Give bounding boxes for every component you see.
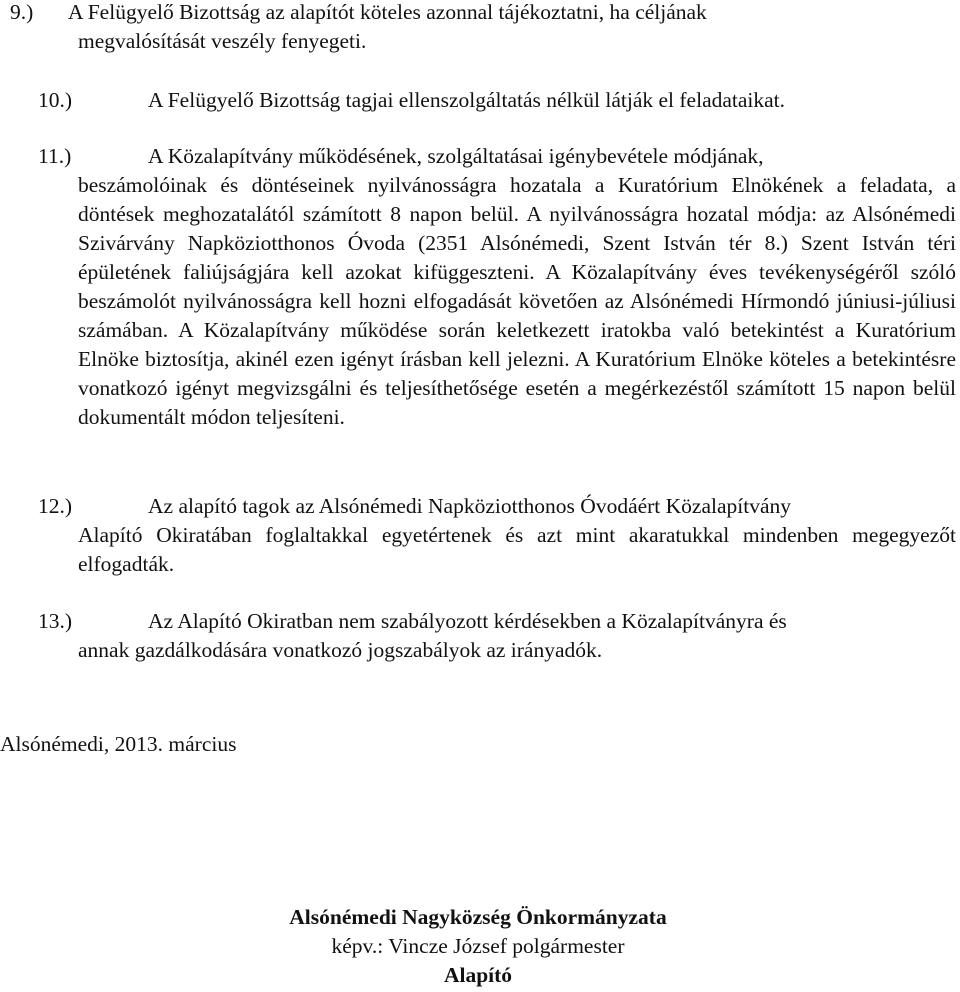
clause-13 (0, 607, 956, 665)
clause-9 (0, 0, 956, 56)
clause-9-text: A Felügyelő Bizottság az alapítót köteles azonnal tájékoztatni, ha céljának (68, 0, 707, 24)
clause-10-number: 10.) (38, 88, 73, 112)
clause-10-text: A Felügyelő Bizottság tagjai ellenszolgáltatás nélkül látják el feladataikat. (148, 88, 786, 112)
clause-12-number: 12.) (38, 494, 73, 518)
place-and-date: Alsónémedi, 2013. március (0, 732, 237, 756)
clause-12-first-line (0, 492, 956, 521)
clause-12 (0, 492, 956, 579)
clause-9-number: 9.) (10, 0, 34, 24)
clause-13-first-line (0, 607, 956, 636)
clause-12-text: Az alapító tagok az Alsónémedi Napköziotthonos Óvodáért Közalapítvány (148, 494, 792, 518)
clause-13-continuation: annak gazdálkodására vonatkozó jogszabályok az irányadók. (78, 638, 603, 662)
clause-10 (0, 86, 956, 115)
clause-10-first-line (0, 86, 956, 115)
clause-13-number: 13.) (38, 609, 73, 633)
clause-12-continuation: Alapító Okiratában foglaltakkal egyetértenek és azt mint akaratukkal mindenben megegyezőt elfogadták. (78, 523, 956, 576)
clause-11-first-line (0, 142, 956, 171)
signature-organization: Alsónémedi Nagyközség Önkormányzata (289, 905, 667, 929)
clause-11-continuation: beszámolóinak és döntéseinek nyilvánosságra hozatala a Kuratórium Elnökének a feladata, a döntések meghozatalától számított 8 napon belül. A nyilvánosságra hozatal módja: az Alsónémedi Szivárvány Napköziotthonos Óvoda (2351 Alsónémedi, Szent István tér 8.) Szent István téri épületének faliújságjára kell azokat kifüggeszteni. A Közalapítvány éves tevékenységéről szóló beszámolót nyilvánosságra kell hozni elfogadását követően az Alsónémedi Hírmondó júniusi-júliusi számában. A Közalapítvány működése során keletkezett iratokba való betekintést a Kuratórium Elnöke biztosítja, akinél ezen igényt írásban kell jelezni. A Kuratórium Elnöke köteles a betekintésre vonatkozó igényt megvizsgálni és teljesíthetősége esetén a megérkezéstől számított 15 napon belül dokumentált módon teljesíteni. (78, 173, 956, 429)
signature-representative: képv.: Vincze József polgármester (331, 934, 625, 958)
clause-11 (0, 142, 956, 432)
clause-11-number: 11.) (38, 144, 72, 168)
signature-block (0, 903, 956, 990)
clause-9-first-line (0, 0, 956, 27)
clause-13-text: Az Alapító Okiratban nem szabályozott kérdésekben a Közalapítványra és (148, 609, 787, 633)
clause-11-text: A Közalapítvány működésének, szolgáltatásai igénybevétele módjának, (148, 144, 764, 168)
clause-9-continuation: megvalósítását veszély fenyegeti. (78, 29, 367, 53)
signature-role: Alapító (443, 963, 513, 987)
